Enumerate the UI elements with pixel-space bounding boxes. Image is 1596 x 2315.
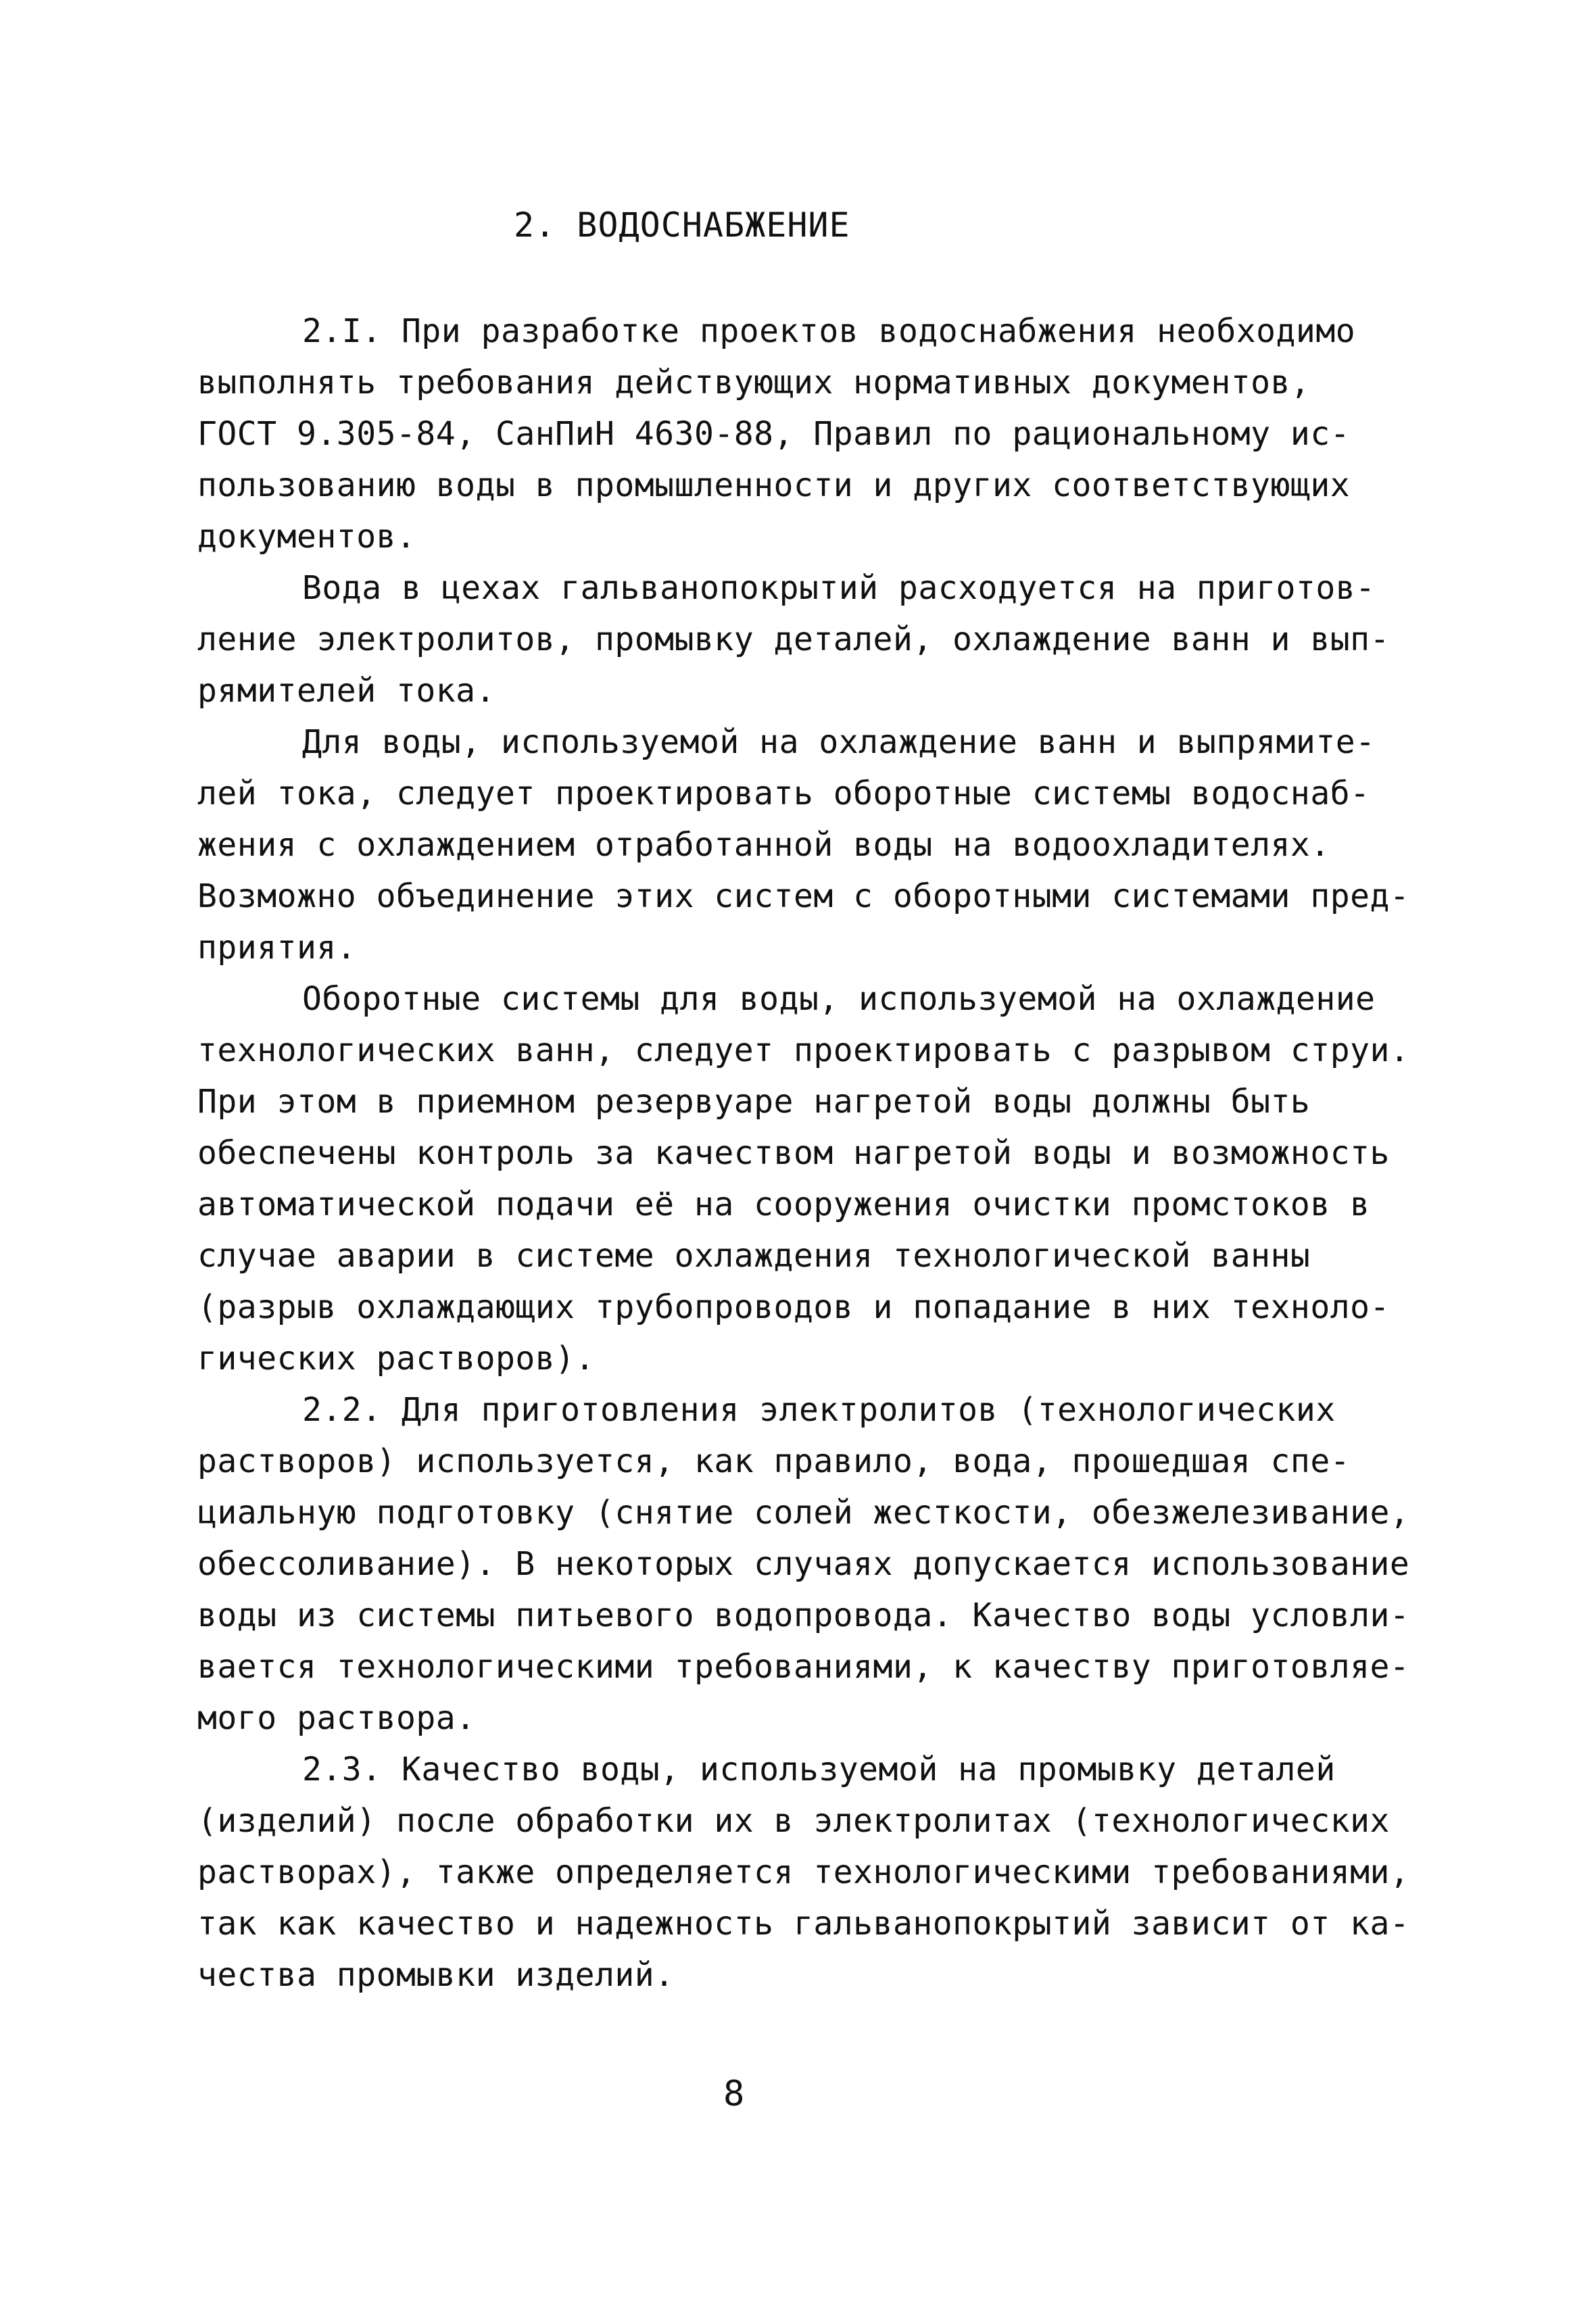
paragraph-cooling-line-1: Для воды, используемой на охлаждение ванн и выпрямите- (302, 723, 1376, 761)
paragraph-2-2-line-7: мого раствора. (197, 1699, 476, 1737)
paragraph-2-3-line-5: чества промывки изделий. (197, 1956, 675, 1994)
paragraph-2-1-line-4: пользованию воды в промышленности и других соответствующих (197, 466, 1351, 504)
paragraph-circulation-line-7: (разрыв охлаждающих трубопроводов и попадание в них техноло- (197, 1288, 1390, 1326)
paragraph-2-1-line-3: ГОСТ 9.305-84, СанПиН 4630-88, Правил по рациональному ис- (197, 415, 1351, 453)
paragraph-water-use-line-1: Вода в цехах гальванопокрытий расходуется на приготов- (302, 569, 1376, 607)
paragraph-cooling-line-4: Возможно объединение этих систем с оборотными системами пред- (197, 877, 1410, 915)
paragraph-2-2-line-6: вается технологическими требованиями, к качеству приготовляе- (197, 1648, 1410, 1686)
document-body (197, 306, 1492, 2001)
paragraph-2-1-line-1: 2.I. При разработке проектов водоснабжения необходимо (302, 312, 1356, 350)
paragraph-2-3-line-2: (изделий) после обработки их в электролитах (технологических (197, 1802, 1390, 1840)
section-heading: 2. ВОДОСНАБЖЕНИЕ (514, 205, 850, 245)
paragraph-2-1-line-5: документов. (197, 518, 416, 556)
paragraph-circulation-line-6: случае аварии в системе охлаждения технологической ванны (197, 1237, 1311, 1275)
paragraph-circulation-line-5: автоматической подачи её на сооружения очистки промстоков в (197, 1186, 1370, 1223)
paragraph-cooling-line-5: приятия. (197, 929, 357, 967)
paragraph-circulation-line-8: гических растворов). (197, 1340, 595, 1378)
paragraph-water-use-line-2: ление электролитов, промывку деталей, охлаждение ванн и вып- (197, 620, 1390, 658)
paragraph-2-1-line-2: выполнять требования действующих нормативных документов, (197, 364, 1311, 401)
paragraph-circulation-line-1: Оборотные системы для воды, используемой на охлаждение (302, 980, 1376, 1018)
paragraph-2-3-line-3: растворах), также определяется технологическими требованиями, (197, 1853, 1410, 1891)
paragraph-2-3-line-4: так как качество и надежность гальванопокрытий зависит от ка- (197, 1905, 1410, 1943)
paragraph-2-2-line-3: циальную подготовку (снятие солей жесткости, обезжелезивание, (197, 1494, 1410, 1532)
paragraph-water-use-line-3: рямителей тока. (197, 672, 495, 710)
paragraph-circulation-line-2: технологических ванн, следует проектировать с разрывом струи. (197, 1031, 1410, 1069)
paragraph-cooling-line-2: лей тока, следует проектировать оборотные системы водоснаб- (197, 775, 1370, 812)
paragraph-2-2-line-5: воды из системы питьевого водопровода. Качество воды условли- (197, 1597, 1410, 1634)
paragraph-circulation-line-3: При этом в приемном резервуаре нагретой воды должны быть (197, 1083, 1311, 1121)
paragraph-cooling-line-3: жения с охлаждением отработанной воды на водоохладителях. (197, 826, 1330, 864)
paragraph-circulation-line-4: обеспечены контроль за качеством нагретой воды и возможность (197, 1134, 1390, 1172)
paragraph-2-3-line-1: 2.3. Качество воды, используемой на промывку деталей (302, 1751, 1336, 1788)
paragraph-2-2-line-2: растворов) используется, как правило, вода, прошедшая спе- (197, 1442, 1351, 1480)
paragraph-2-2-line-1: 2.2. Для приготовления электролитов (технологических (302, 1391, 1336, 1429)
page-number: 8 (723, 2074, 745, 2114)
paragraph-2-2-line-4: обессоливание). В некоторых случаях допускается использование (197, 1545, 1410, 1583)
